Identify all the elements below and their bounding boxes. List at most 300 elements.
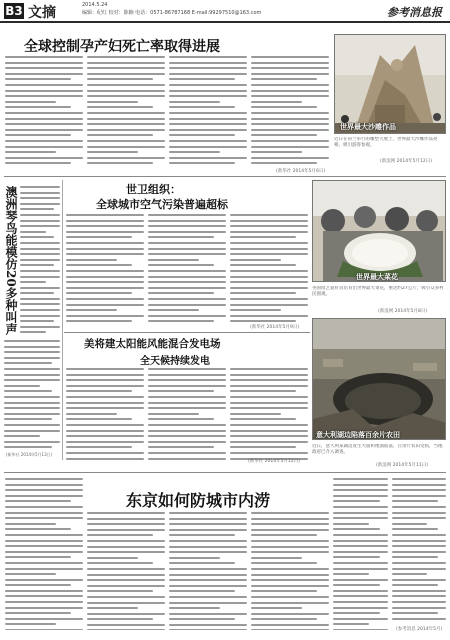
text-line [392,551,446,553]
text-line [230,264,296,266]
text-line [169,629,247,630]
text-line [87,629,165,630]
lead-headline: 全球控制孕产妇死亡率取得进展 [24,39,220,55]
text-line [66,236,132,238]
text-line [87,607,138,609]
text-line [169,118,247,120]
text-line [251,529,329,531]
text-line [66,441,144,443]
photo3-caption: 近日，意大利某湖边发生大面积地面陷落，百余片农田受损，当地政府已介入调查。 [312,444,443,455]
text-line [251,568,329,570]
text-line [5,101,56,103]
text-line [4,340,60,342]
text-line [169,162,235,164]
text-line [87,585,165,587]
text-line [148,276,226,278]
text-line [392,512,446,514]
text-line [169,62,247,64]
text-line [333,579,388,581]
text-line [251,512,329,514]
text-line [251,151,302,153]
bottom-body [333,478,388,630]
text-line [230,374,308,376]
text-line [148,270,226,272]
text-line [20,276,60,278]
text-line [66,220,144,222]
text-line [87,618,153,620]
text-line [66,446,132,448]
text-line [169,557,220,559]
text-line [5,540,83,542]
text-line [87,140,165,142]
text-line [5,157,83,159]
text-line [20,197,60,199]
paper-name: 参考消息报 [387,6,442,19]
text-line [148,407,226,409]
text-line [148,441,226,443]
text-line [333,489,388,491]
text-line [87,518,165,520]
text-line [148,446,214,448]
cauliflower-image [313,181,446,282]
text-line [5,595,83,597]
text-line [251,118,329,120]
text-line [392,506,446,508]
text-line [87,56,165,58]
text-line [392,540,446,542]
text-line [87,62,165,64]
column-rule [62,180,63,460]
text-line [4,418,52,420]
text-line [87,551,165,553]
text-line [20,281,46,283]
text-line [251,557,302,559]
text-line [66,231,144,233]
text-line [148,320,214,322]
text-line [251,101,302,103]
text-line [87,557,138,559]
photo1-label: 世界最大沙雕作品 [340,123,396,131]
text-line [169,523,247,525]
text-line [392,579,446,581]
text-line [169,101,220,103]
text-line [251,562,317,564]
text-line [4,402,60,404]
text-line [148,214,226,216]
text-line [392,618,446,620]
middle-body [148,214,226,322]
text-line [5,607,83,609]
text-line [66,424,144,426]
text-line [392,523,427,525]
text-line [392,584,438,586]
text-line [333,512,388,514]
text-line [5,523,56,525]
text-line [87,101,138,103]
text-line [251,84,329,86]
text-line [392,612,438,614]
text-line [392,517,446,519]
text-line [251,618,317,620]
middle-byline: (新华社 2014年5月9日) [250,325,300,330]
text-line [148,264,214,266]
solar-byline: (新华社 2014年5月12日) [248,459,300,464]
text-line [333,618,388,620]
text-line [66,270,144,272]
text-line [5,612,71,614]
text-line [66,407,144,409]
text-line [333,562,388,564]
text-line [20,309,60,311]
text-line [66,368,144,370]
text-line [230,402,308,404]
text-line [5,584,71,586]
text-line [20,208,54,210]
text-line [148,452,226,454]
text-line [5,134,71,136]
page-header [0,0,450,22]
text-line [66,320,132,322]
sinkhole-photo [312,318,446,440]
text-line [5,556,71,558]
text-line [169,518,247,520]
text-line [87,534,153,536]
text-line [4,385,40,387]
text-line [87,90,165,92]
text-line [4,446,52,448]
text-line [148,242,226,244]
photo2-credit: (新浪网 2014年5月8日) [378,309,428,314]
text-line [333,629,388,630]
text-line [251,112,329,114]
text-line [5,478,83,480]
text-line [251,146,329,148]
text-line [333,506,388,508]
text-line [251,540,329,542]
text-line [66,253,144,255]
text-line [5,590,83,592]
text-line [87,73,165,75]
text-line [5,151,56,153]
text-line [5,629,83,630]
text-line [66,281,144,283]
text-line [66,413,117,415]
text-line [169,562,235,564]
text-line [251,602,329,604]
text-line [251,129,329,131]
text-line [5,500,71,502]
photo3-label: 意大利湖边陷落百余片农田 [316,431,400,439]
text-line [392,495,446,497]
text-line [66,292,132,294]
text-line [87,78,153,80]
text-line [5,623,56,625]
text-line [230,396,308,398]
text-line [333,573,369,575]
text-line [392,562,446,564]
text-line [169,607,220,609]
text-line [392,478,446,480]
text-line [333,484,388,486]
middle-headline: 世卫组织： [126,183,181,196]
text-line [20,192,60,194]
sinkhole-image [313,319,446,440]
text-line [169,546,247,548]
text-line [4,357,60,359]
text-line [169,585,247,587]
text-line [148,368,226,370]
text-line [5,67,83,69]
text-line [20,259,60,261]
text-line [5,95,83,97]
text-line [20,287,60,289]
text-line [5,162,71,164]
text-line [148,292,214,294]
text-line [333,495,388,497]
text-line [4,430,60,432]
text-line [87,129,165,131]
text-line [333,540,388,542]
text-line [230,214,308,216]
text-line [169,106,235,108]
lead-byline: (新华社 2014年5月6日) [276,169,326,174]
text-line [251,95,329,97]
text-line [5,56,83,58]
text-line [148,402,226,404]
text-line [251,106,317,108]
text-line [251,56,329,58]
text-line [230,248,308,250]
text-line [66,242,144,244]
solar-body [66,368,144,460]
text-line [230,446,296,448]
text-line [5,118,83,120]
lead-body [5,56,83,164]
text-line [230,298,308,300]
text-line [148,298,226,300]
text-line [148,390,214,392]
text-line [230,441,308,443]
sand-sculpture-image [335,35,446,134]
text-line [87,146,165,148]
text-line [251,534,317,536]
section-name: 文摘 [28,5,56,21]
text-line [251,67,329,69]
text-line [251,140,329,142]
text-line [251,629,329,630]
text-line [148,430,226,432]
text-line [148,385,226,387]
text-line [392,590,446,592]
text-line [5,506,83,508]
text-line [392,489,446,491]
text-line [66,298,144,300]
text-line [20,270,60,272]
lead-body [169,56,247,164]
text-line [87,123,165,125]
text-line [230,220,308,222]
text-line [87,118,165,120]
photo2-caption: 英国园艺爱好者培育出世界最大菜花，重达约27公斤，吸引众多村民围观。 [312,286,444,297]
bottom-headline: 东京如何防城市内涝 [126,491,271,510]
text-line [148,236,214,238]
text-line [169,613,247,615]
text-line [333,590,388,592]
text-line [251,73,329,75]
text-line [392,500,438,502]
text-line [20,303,60,305]
text-line [4,407,60,409]
text-line [333,551,388,553]
text-line [333,500,380,502]
text-line [230,253,308,255]
text-line [148,304,226,306]
text-line [169,551,247,553]
text-line [148,248,226,250]
text-line [148,253,226,255]
text-line [169,568,247,570]
text-line [5,129,83,131]
text-line [20,320,54,322]
text-line [5,106,71,108]
text-line [169,602,247,604]
text-line [392,484,446,486]
text-line [20,264,54,266]
text-line [230,236,296,238]
divider [4,472,446,473]
text-line [251,518,329,520]
text-line [230,287,308,289]
text-line [230,231,308,233]
solar-body [230,368,308,460]
text-line [230,242,308,244]
text-line [230,413,281,415]
text-line [20,220,60,222]
text-line [230,281,308,283]
text-line [169,157,247,159]
text-line [148,458,226,460]
text-line [251,574,329,576]
text-line [333,556,380,558]
text-line [4,379,60,381]
text-line [169,73,247,75]
text-line [251,585,329,587]
text-line [20,315,60,317]
text-line [5,618,83,620]
text-line [333,528,380,530]
side-body [20,186,60,336]
text-line [66,225,144,227]
text-line [20,236,54,238]
text-line [169,540,247,542]
text-line [230,276,308,278]
text-line [169,534,235,536]
text-line [251,596,329,598]
text-line [5,489,83,491]
text-line [87,523,165,525]
text-line [20,242,60,244]
text-line [148,374,226,376]
text-line [4,424,60,426]
text-line [169,90,247,92]
text-line [392,607,446,609]
lead-body [251,56,329,164]
text-line [230,368,308,370]
text-line [251,157,329,159]
text-line [87,596,165,598]
text-line [4,346,60,348]
text-line [5,534,83,536]
text-line [5,601,83,603]
text-line [148,379,226,381]
text-line [251,78,317,80]
text-line [333,517,388,519]
text-line [87,106,153,108]
text-line [169,624,247,626]
text-line [148,220,226,222]
text-line [169,151,220,153]
text-line [392,595,446,597]
text-line [87,134,153,136]
solar-body [148,368,226,460]
text-line [230,435,308,437]
text-line [66,214,144,216]
text-line [169,95,247,97]
text-line [148,413,199,415]
text-line [392,573,427,575]
solar-headline: 美将建太阳能风能混合发电场 [84,338,221,350]
text-line [20,186,60,188]
text-line [87,512,165,514]
text-line [4,441,60,443]
bottom-body [251,512,329,630]
text-line [87,67,165,69]
text-line [333,545,388,547]
text-line [251,134,317,136]
bottom-body [392,478,446,622]
text-line [169,596,247,598]
text-line [392,556,438,558]
side-body [4,340,60,448]
text-line [5,78,71,80]
text-line [230,452,308,454]
text-line [148,225,226,227]
photo1-caption: 近日在荷兰举行的雕塑大展上，世界最大沙雕作品亮相，吸引游客参观。 [334,137,438,148]
text-line [251,624,329,626]
text-line [230,424,308,426]
lead-body [87,56,165,164]
text-line [87,613,165,615]
text-line [20,231,46,233]
text-line [5,123,83,125]
text-line [66,390,132,392]
text-line [20,253,60,255]
text-line [169,140,247,142]
photo1-credit: (新浪网 2014年5月12日) [380,159,432,164]
text-line [333,623,369,625]
text-line [20,292,54,294]
text-line [5,62,83,64]
text-line [251,551,329,553]
text-line [148,418,214,420]
photo2-label: 世界最大菜花 [356,273,398,281]
text-line [66,402,144,404]
text-line [392,545,446,547]
text-line [251,607,302,609]
text-line [5,579,83,581]
text-line [20,225,60,227]
text-line [66,379,144,381]
